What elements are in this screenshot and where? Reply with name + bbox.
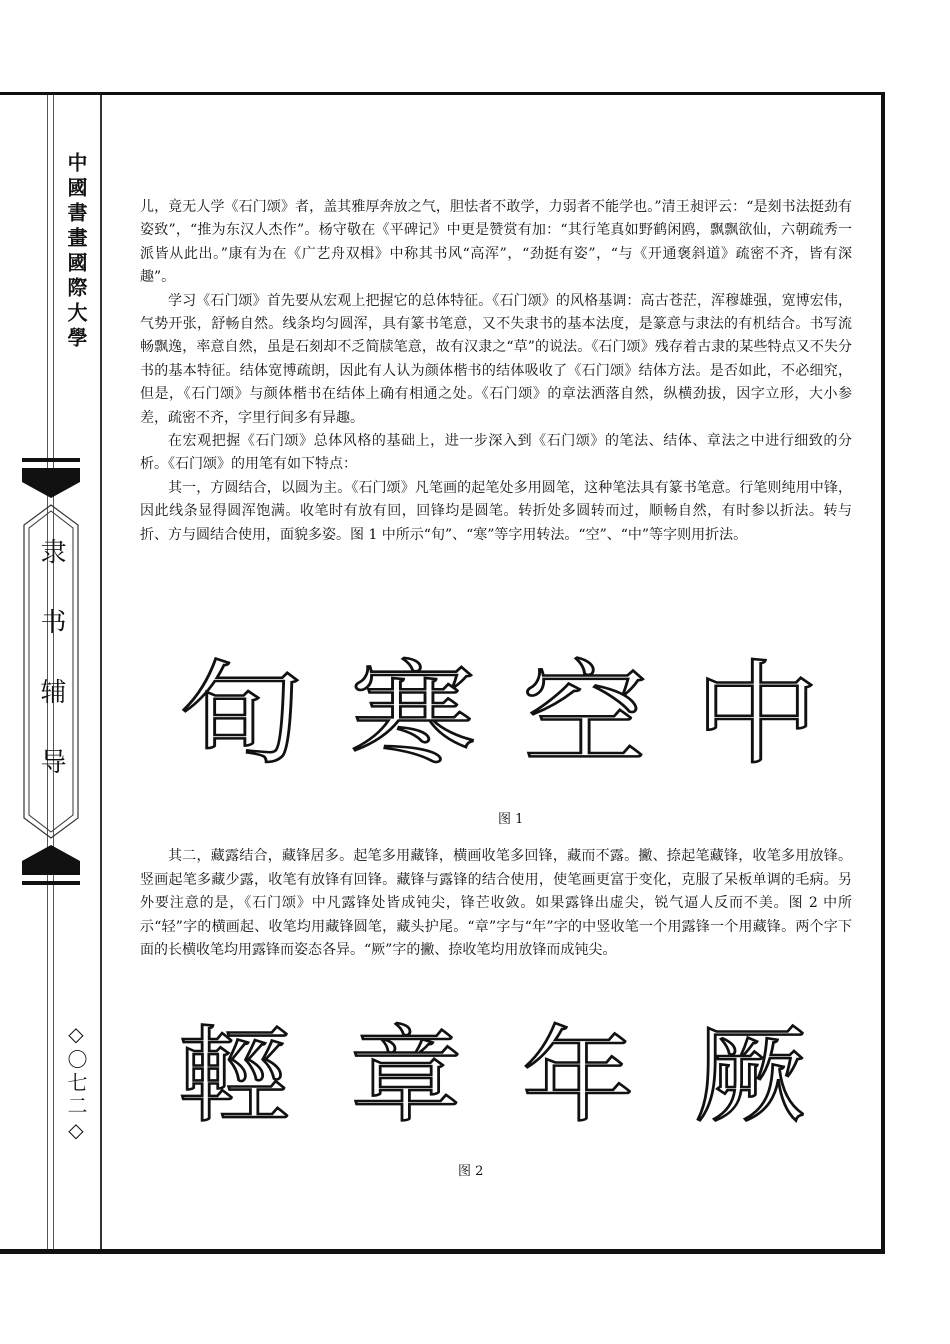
sidebar-subtitle: 隶书辅导	[36, 538, 66, 818]
frame-inner-rule	[100, 95, 102, 1249]
paragraph: 其二，藏露结合，藏锋居多。起笔多用藏锋，横画收笔多回锋，藏而不露。撇、捺起笔藏锋，收笔多用放锋。竖画起笔多藏少露，收笔有放锋有回锋。藏锋与露锋的结合使用，使笔画更富于变化，克服了呆板单调的毛病。另外要注意的是，《石门颂》中凡露锋处皆成钝尖，锋芒收敛。如果露锋出虚尖，锐气逼人反而不美。图 2 中所示“轻”字的横画起、收笔均用藏锋圆笔，藏头护尾。“章”字与“年”字的中竖收笔一个用露锋一个用藏锋。两个字下面的长横收笔均用露锋而姿态各异。“厥”字的撇、捺收笔均用放锋而成钝尖。	[140, 848, 852, 958]
figure-1-caption: 图 1	[498, 812, 524, 827]
figure-1-char: 旬	[178, 650, 304, 780]
cartouche-top-ornament	[22, 458, 80, 503]
figure-1-char: 寒	[350, 650, 476, 780]
frame-right-rule	[881, 92, 885, 1254]
figure-2-char: 輕	[177, 1015, 291, 1137]
figure-2-char: 年	[521, 1015, 635, 1137]
figure-2	[148, 1014, 838, 1139]
figure-2-char: 厥	[693, 1015, 807, 1137]
body-text-top	[140, 196, 852, 547]
figure-2-caption: 图 2	[458, 1164, 484, 1179]
body-text-bottom	[140, 845, 852, 963]
page-number: ◇〇七二◇	[64, 1022, 88, 1145]
figure-1	[155, 648, 845, 783]
paragraph: 在宏观把握《石门颂》总体风格的基础上，进一步深入到《石门颂》的笔法、结体、章法之中进行细致的分析。《石门颂》的用笔有如下特点：	[140, 433, 852, 473]
frame-bottom-rule	[0, 1249, 885, 1254]
cartouche-bottom-ornament	[22, 840, 80, 885]
figure-1-char: 空	[522, 650, 648, 780]
paragraph: 其一，方圆结合，以圆为主。《石门颂》凡笔画的起笔处多用圆笔，这种笔法具有篆书笔意。行笔则纯用中锋，因此线条显得圆浑饱满。收笔时有放有回，回锋均是圆笔。转折处多圆转而过，顺畅自然，有时参以折法。转与折、方与圆结合使用，面貌多姿。图 1 中所示“旬”、“寒”等字用转法。“空”、“中”等字则用折法。	[140, 479, 852, 543]
paragraph: 儿，竟无人学《石门颂》者，盖其雅厚奔放之气，胆怯者不敢学，力弱者不能学也。”清王昶评云：“是刻书法挺劲有姿致”，“推为东汉人杰作”。杨守敬在《平碑记》中更是赞赏有加：“其行笔真如野鹤闲鸥，飘飘欲仙，六朝疏秀一派皆从此出。”康有为在《广艺舟双楫》中称其书风“高浑”，“劲挺有姿”，“与《开通褒斜道》疏密不齐，皆有深趣”。	[140, 199, 852, 286]
figure-2-char: 章	[349, 1015, 463, 1137]
frame-top-rule	[0, 92, 884, 95]
figure-1-char: 中	[694, 650, 820, 780]
paragraph: 学习《石门颂》首先要从宏观上把握它的总体特征。《石门颂》的风格基调：高古苍茫，浑穆雄强，宽博宏伟，气势开张，舒畅自然。线条均匀圆浑，具有篆书笔意，又不失隶书的基本法度，是篆意与隶法的有机结合。书写流畅飘逸，率意自然，虽是石刻却不乏简牍笔意，故有汉隶之“草”的说法。《石门颂》残存着古隶的某些特点又不失分书的基本特征。结体宽博疏朗，因此有人认为颜体楷书的结体吸收了《石门颂》结体方法。是否如此，不必细究，但是，《石门颂》与颜体楷书在结体上确有相通之处。《石门颂》的章法洒落自然，纵横劲拔，因字立形，大小参差，疏密不齐，字里行间多有异趣。	[140, 292, 852, 426]
sidebar-title: 中國書畫國際大學	[64, 152, 88, 352]
